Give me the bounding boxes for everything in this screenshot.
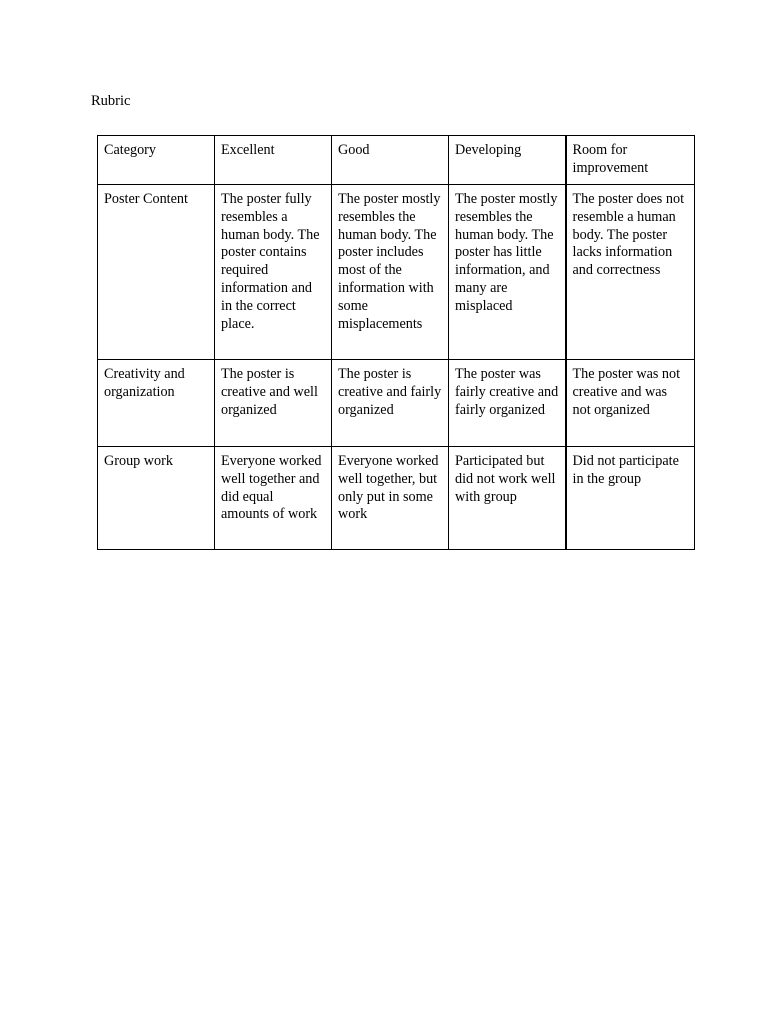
room-for-improvement-cell: The poster does not resemble a human body. The poster lacks information and correctness	[566, 185, 695, 360]
category-cell: Poster Content	[98, 185, 215, 360]
good-cell: Everyone worked well together, but only put in some work	[332, 447, 449, 550]
header-cell-category: Category	[98, 136, 215, 185]
good-cell: The poster is creative and fairly organized	[332, 360, 449, 447]
table-header-row	[98, 136, 695, 185]
excellent-cell: The poster fully resembles a human body. The poster contains required information and in the correct place.	[215, 185, 332, 360]
excellent-cell: Everyone worked well together and did equal amounts of work	[215, 447, 332, 550]
category-cell: Creativity and organization	[98, 360, 215, 447]
header-cell-room-for-improvement: Room for improvement	[566, 136, 695, 185]
document-title: Rubric	[91, 93, 131, 109]
category-cell: Group work	[98, 447, 215, 550]
developing-cell: The poster mostly resembles the human body. The poster has little information, and many are misplaced	[449, 185, 566, 360]
rubric-table	[97, 135, 695, 550]
room-for-improvement-cell: Did not participate in the group	[566, 447, 695, 550]
excellent-cell: The poster is creative and well organized	[215, 360, 332, 447]
table-row	[98, 447, 695, 550]
header-cell-good: Good	[332, 136, 449, 185]
table-row	[98, 360, 695, 447]
room-for-improvement-cell: The poster was not creative and was not organized	[566, 360, 695, 447]
developing-cell: The poster was fairly creative and fairly organized	[449, 360, 566, 447]
header-cell-developing: Developing	[449, 136, 566, 185]
table-row	[98, 185, 695, 360]
header-cell-excellent: Excellent	[215, 136, 332, 185]
developing-cell: Participated but did not work well with group	[449, 447, 566, 550]
good-cell: The poster mostly resembles the human body. The poster includes most of the information with some misplacements	[332, 185, 449, 360]
